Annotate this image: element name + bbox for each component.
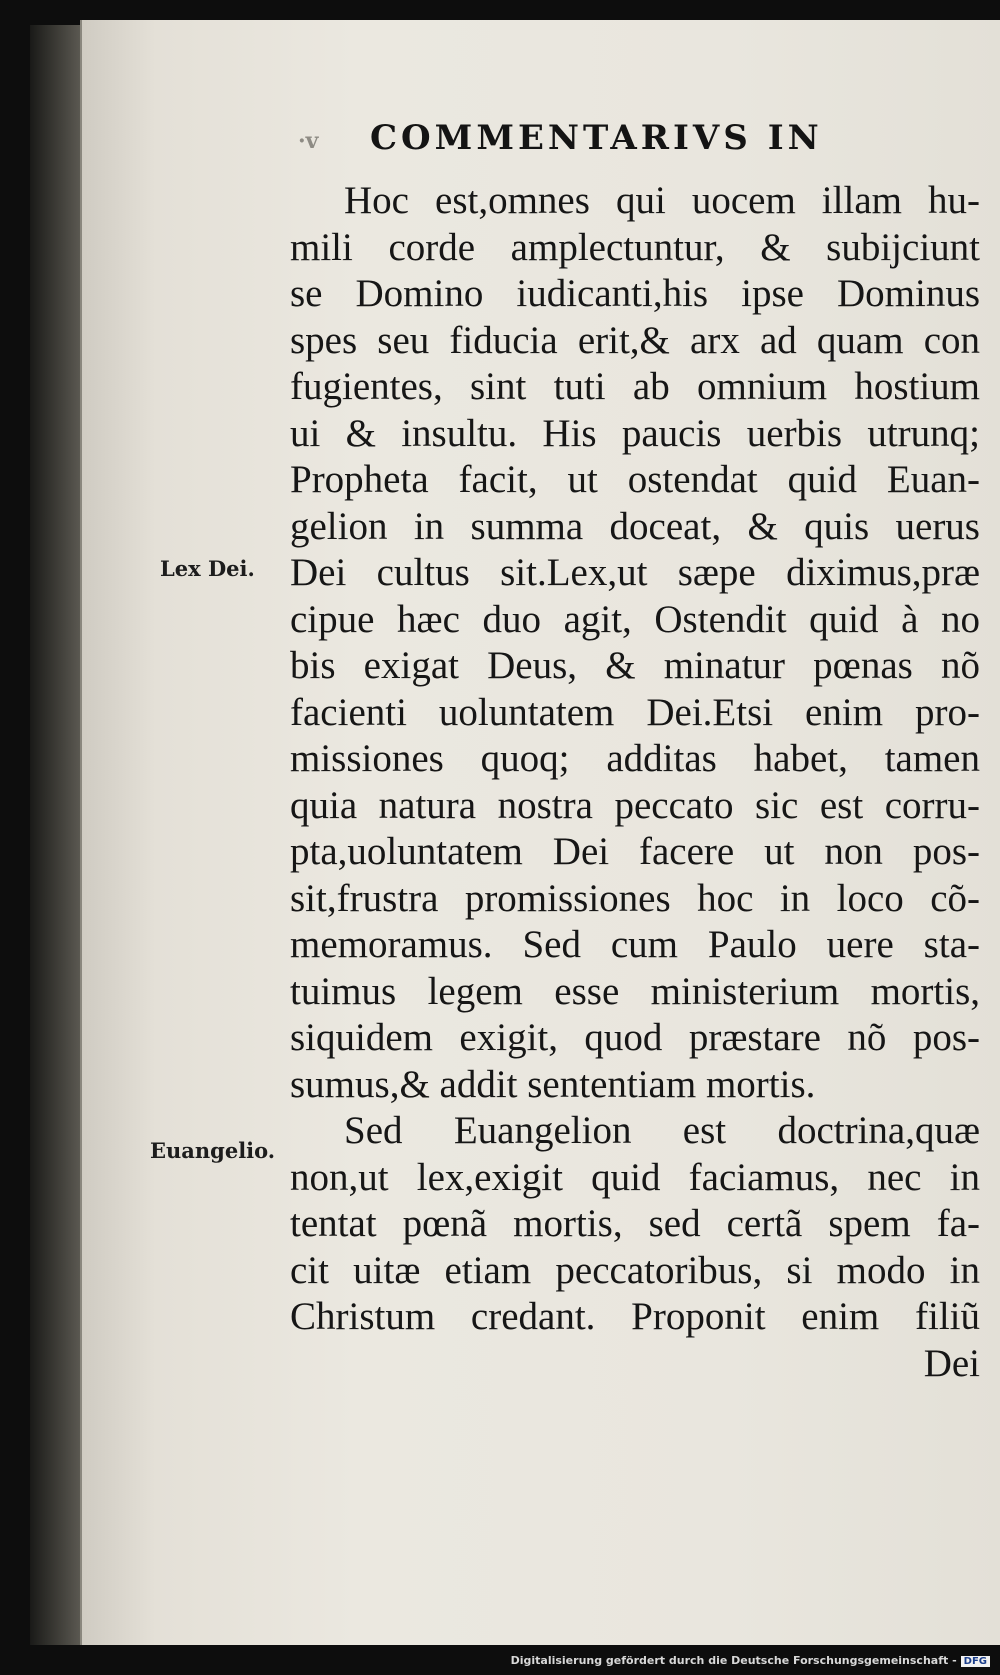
text-line: sit,frustra promissiones hoc in loco cõ- xyxy=(290,876,980,920)
text-line: cit uitæ etiam peccatoribus, si modo in xyxy=(290,1248,980,1292)
running-title: COMMENTARIVS IN xyxy=(370,118,823,158)
text-line: mili corde amplectuntur, & subijciunt xyxy=(290,225,980,269)
text-line: pta,uoluntatem Dei facere ut non pos- xyxy=(290,830,980,873)
margin-note-lex-dei: Lex Dei. xyxy=(160,556,255,581)
margin-note-euangelio: Euangelio. xyxy=(150,1138,276,1163)
header-bleed-through: ·v xyxy=(298,128,319,154)
dfg-logo: DFG xyxy=(961,1656,990,1667)
text-line: memoramus. Sed cum Paulo uere sta- xyxy=(290,923,980,966)
text-line: spes seu fiducia erit,& arx ad quam con xyxy=(290,318,980,362)
text-line: Christum credant. Proponit enim filiũ xyxy=(290,1295,980,1338)
credit-text: Digitalisierung gefördert durch die Deutsche Forschungsgemeinschaft - xyxy=(510,1654,957,1667)
text-line: missiones quoq; additas habet, tamen xyxy=(290,737,980,780)
text-line: siquidem exigit, quod præstare nõ pos- xyxy=(290,1016,980,1059)
text-line: tentat pœnã mortis, sed certã spem fa- xyxy=(290,1202,980,1245)
text-line: quia natura nostra peccato sic est corru- xyxy=(290,783,980,827)
text-line: sumus,& addit sententiam mortis. xyxy=(290,1062,816,1106)
text-line: Hoc est,omnes qui uocem illam hu- xyxy=(344,179,980,222)
text-line: non,ut lex,exigit quid faciamus, nec in xyxy=(290,1155,980,1199)
text-line: bis exigat Deus, & minatur pœnas nõ xyxy=(290,644,980,687)
text-line: facienti uoluntatem Dei.Etsi enim pro- xyxy=(290,690,980,734)
text-line: cipue hæc duo agit, Ostendit quid à no xyxy=(290,597,980,641)
text-line: tuimus legem esse ministerium mortis, xyxy=(290,969,980,1013)
text-line: se Domino iudicanti,his ipse Dominus xyxy=(290,272,980,315)
text-line: gelion in summa doceat, & quis uerus xyxy=(290,504,980,548)
catchword: Dei xyxy=(923,1341,980,1385)
text-line: Dei cultus sit.Lex,ut sæpe diximus,præ xyxy=(290,551,980,594)
body-text xyxy=(290,178,980,1387)
text-line: Sed Euangelion est doctrina,quæ xyxy=(344,1109,980,1152)
text-line: Propheta facit, ut ostendat quid Euan- xyxy=(290,458,980,501)
text-line: ui & insultu. His paucis uerbis utrunq; xyxy=(290,411,980,455)
text-line: fugientes, sint tuti ab omnium hostium xyxy=(290,365,980,408)
digitization-credit xyxy=(511,1654,990,1667)
